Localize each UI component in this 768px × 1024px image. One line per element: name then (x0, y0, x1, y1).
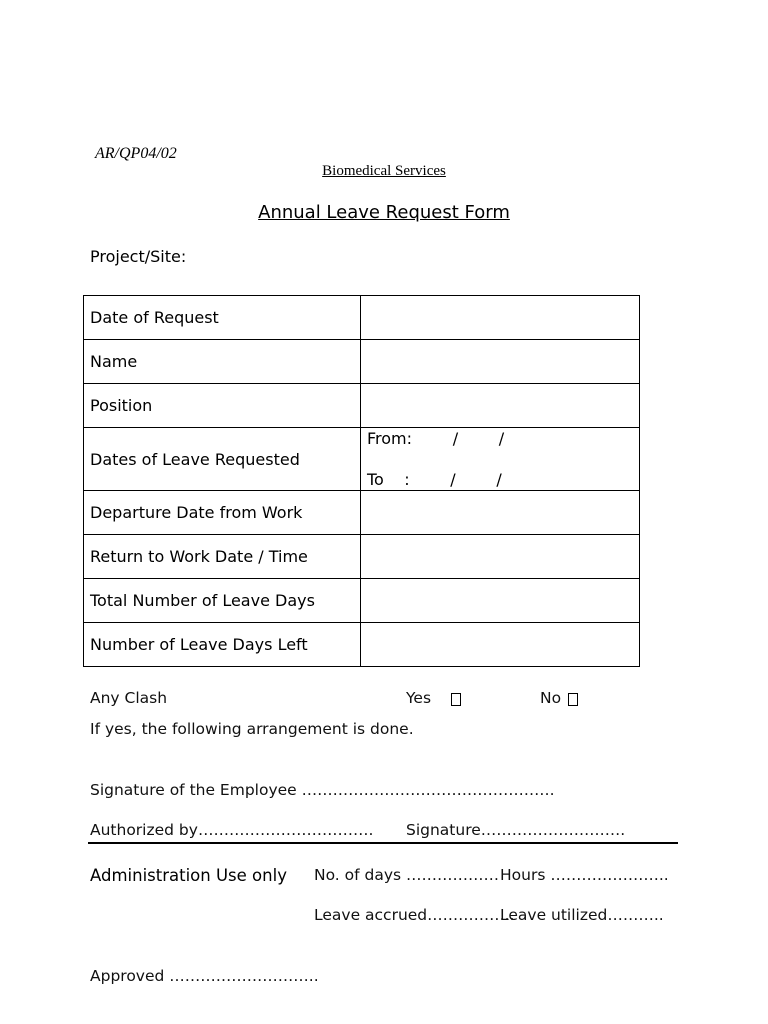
approved-line[interactable]: Approved ……………………….. (90, 967, 319, 985)
row-label: Date of Request (84, 296, 361, 340)
table-row (84, 491, 640, 535)
admin-section-heading: Administration Use only (90, 866, 287, 885)
document-code: AR/QP04/02 (95, 145, 177, 162)
no-of-days-line[interactable]: No. of days ……………… (314, 866, 500, 884)
value-cell[interactable] (361, 579, 640, 623)
table-row (84, 340, 640, 384)
form-title: Annual Leave Request Form (258, 202, 510, 223)
value-cell[interactable] (361, 623, 640, 667)
authorizer-signature-line[interactable]: Signature………………………. (406, 821, 626, 839)
table-row (84, 623, 640, 667)
any-clash-label: Any Clash (90, 689, 168, 707)
to-date-line: To : / / (367, 470, 502, 489)
no-checkbox[interactable] (568, 693, 578, 706)
row-label: Position (84, 384, 361, 428)
yes-checkbox[interactable] (451, 693, 461, 706)
authorized-by-line[interactable]: Authorized by……………………………. (90, 821, 374, 839)
from-date-line: From: / / (367, 429, 505, 448)
value-cell[interactable] (361, 296, 640, 340)
table-row (84, 296, 640, 340)
leave-accrued-line[interactable]: Leave accrued…………….. (314, 906, 515, 924)
row-label: Return to Work Date / Time (84, 535, 361, 579)
row-label: Dates of Leave Requested (84, 428, 361, 491)
dates-cell[interactable] (361, 428, 640, 491)
clash-arrangement-note: If yes, the following arrangement is done. (90, 720, 414, 738)
row-label: Name (84, 340, 361, 384)
clash-no-label: No (540, 689, 562, 707)
value-cell[interactable] (361, 340, 640, 384)
employee-signature-line[interactable]: Signature of the Employee …………………………………………. (90, 781, 555, 799)
value-cell[interactable] (361, 535, 640, 579)
company-name: Biomedical Services (322, 163, 446, 179)
value-cell[interactable] (361, 491, 640, 535)
table-row (84, 384, 640, 428)
row-label: Departure Date from Work (84, 491, 361, 535)
table-row (84, 579, 640, 623)
section-divider (88, 842, 678, 844)
clash-yes-label: Yes (406, 689, 432, 707)
table-row (84, 535, 640, 579)
table-row (84, 428, 640, 491)
leave-utilized-line[interactable]: Leave utilized……….. (500, 906, 664, 924)
project-site-label: Project/Site: (90, 247, 187, 266)
row-label: Number of Leave Days Left (84, 623, 361, 667)
value-cell[interactable] (361, 384, 640, 428)
hours-line[interactable]: Hours ………………….. (500, 866, 669, 884)
row-label: Total Number of Leave Days (84, 579, 361, 623)
leave-details-table (83, 295, 640, 667)
